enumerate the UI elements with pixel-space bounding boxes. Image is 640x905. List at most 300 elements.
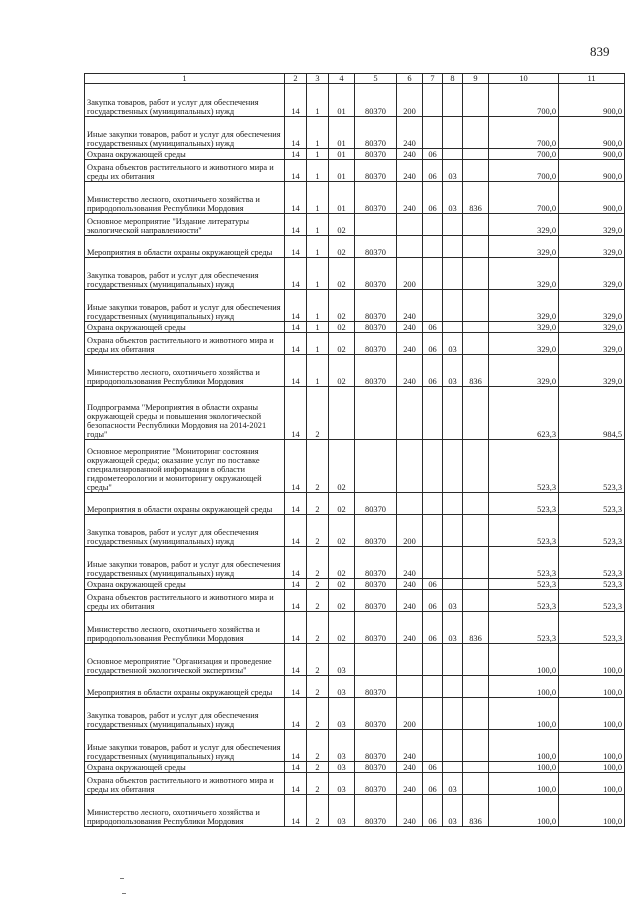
row-amount-2021: 329,0 bbox=[559, 258, 625, 290]
row-ministry bbox=[463, 258, 489, 290]
row-article: 80370 bbox=[355, 730, 397, 762]
row-event: 02 bbox=[329, 333, 355, 355]
row-event: 02 bbox=[329, 355, 355, 387]
row-article: 80370 bbox=[355, 515, 397, 547]
row-ministry bbox=[463, 579, 489, 590]
row-name-text: Мероприятия в области охраны окружающей среды bbox=[87, 248, 273, 257]
row-name bbox=[85, 387, 285, 440]
row-subsection: 2 bbox=[307, 676, 329, 698]
row-section: 14 bbox=[285, 355, 307, 387]
row-subdivision bbox=[443, 730, 463, 762]
table-row bbox=[85, 579, 625, 590]
row-amount-2020: 700,0 bbox=[489, 117, 559, 149]
row-expense-type: 240 bbox=[397, 612, 423, 644]
row-section: 14 bbox=[285, 258, 307, 290]
row-amount-2020: 100,0 bbox=[489, 698, 559, 730]
row-subsection: 2 bbox=[307, 590, 329, 612]
row-section: 14 bbox=[285, 322, 307, 333]
column-header: 8 bbox=[443, 74, 463, 84]
row-subdivision: 03 bbox=[443, 160, 463, 182]
row-amount-2021: 523,3 bbox=[559, 440, 625, 493]
row-section: 14 bbox=[285, 149, 307, 160]
row-event: 03 bbox=[329, 730, 355, 762]
table-row bbox=[85, 773, 625, 795]
row-subsection: 1 bbox=[307, 84, 329, 117]
row-expense-type: 240 bbox=[397, 590, 423, 612]
row-event: 02 bbox=[329, 612, 355, 644]
row-ministry bbox=[463, 236, 489, 258]
row-amount-2021: 900,0 bbox=[559, 117, 625, 149]
row-name-text: Иные закупки товаров, работ и услуг для обеспечения государственных (муниципальных) нужд bbox=[87, 559, 281, 578]
row-article bbox=[355, 387, 397, 440]
row-amount-2021: 523,3 bbox=[559, 612, 625, 644]
row-division bbox=[423, 493, 443, 515]
row-amount-2020: 523,3 bbox=[489, 493, 559, 515]
row-subsection: 1 bbox=[307, 258, 329, 290]
row-name bbox=[85, 322, 285, 333]
row-event: 02 bbox=[329, 579, 355, 590]
row-subsection: 1 bbox=[307, 355, 329, 387]
row-ministry bbox=[463, 676, 489, 698]
row-amount-2021: 100,0 bbox=[559, 676, 625, 698]
row-section: 14 bbox=[285, 387, 307, 440]
row-article: 80370 bbox=[355, 149, 397, 160]
column-header: 3 bbox=[307, 74, 329, 84]
row-subdivision bbox=[443, 644, 463, 676]
row-expense-type bbox=[397, 236, 423, 258]
row-subdivision bbox=[443, 387, 463, 440]
row-name bbox=[85, 236, 285, 258]
row-ministry bbox=[463, 547, 489, 579]
row-amount-2020: 100,0 bbox=[489, 773, 559, 795]
column-header: 6 bbox=[397, 74, 423, 84]
row-expense-type: 240 bbox=[397, 355, 423, 387]
row-article: 80370 bbox=[355, 160, 397, 182]
row-name bbox=[85, 493, 285, 515]
row-division bbox=[423, 515, 443, 547]
row-article: 80370 bbox=[355, 182, 397, 214]
row-expense-type: 200 bbox=[397, 258, 423, 290]
row-expense-type bbox=[397, 493, 423, 515]
row-name bbox=[85, 590, 285, 612]
row-amount-2021: 329,0 bbox=[559, 236, 625, 258]
table-row bbox=[85, 440, 625, 493]
row-amount-2020: 523,3 bbox=[489, 515, 559, 547]
row-amount-2021: 100,0 bbox=[559, 730, 625, 762]
row-name bbox=[85, 515, 285, 547]
row-amount-2021: 900,0 bbox=[559, 160, 625, 182]
row-subdivision bbox=[443, 149, 463, 160]
table-row bbox=[85, 590, 625, 612]
row-ministry bbox=[463, 387, 489, 440]
page-number: 839 bbox=[590, 44, 610, 59]
row-section: 14 bbox=[285, 333, 307, 355]
row-ministry bbox=[463, 117, 489, 149]
row-section: 14 bbox=[285, 84, 307, 117]
column-header: 1 bbox=[85, 74, 285, 84]
row-subdivision bbox=[443, 236, 463, 258]
table-row bbox=[85, 698, 625, 730]
row-name-text: Закупка товаров, работ и услуг для обеспечения государственных (муниципальных) нужд bbox=[87, 97, 259, 116]
row-amount-2021: 329,0 bbox=[559, 214, 625, 236]
row-amount-2021: 523,3 bbox=[559, 515, 625, 547]
row-name-text: Иные закупки товаров, работ и услуг для обеспечения государственных (муниципальных) нужд bbox=[87, 742, 281, 761]
row-section: 14 bbox=[285, 160, 307, 182]
row-article: 80370 bbox=[355, 676, 397, 698]
row-amount-2020: 700,0 bbox=[489, 84, 559, 117]
table-row bbox=[85, 676, 625, 698]
row-subdivision: 03 bbox=[443, 612, 463, 644]
row-amount-2021: 900,0 bbox=[559, 84, 625, 117]
row-expense-type: 240 bbox=[397, 322, 423, 333]
row-article: 80370 bbox=[355, 762, 397, 773]
row-amount-2020: 623,3 bbox=[489, 387, 559, 440]
table-row bbox=[85, 117, 625, 149]
row-subsection: 2 bbox=[307, 440, 329, 493]
row-subsection: 1 bbox=[307, 333, 329, 355]
row-event: 02 bbox=[329, 322, 355, 333]
row-amount-2020: 700,0 bbox=[489, 182, 559, 214]
row-ministry bbox=[463, 149, 489, 160]
row-article: 80370 bbox=[355, 590, 397, 612]
row-article: 80370 bbox=[355, 290, 397, 322]
row-ministry bbox=[463, 644, 489, 676]
row-name bbox=[85, 182, 285, 214]
row-expense-type bbox=[397, 214, 423, 236]
row-section: 14 bbox=[285, 117, 307, 149]
table-row bbox=[85, 493, 625, 515]
row-ministry bbox=[463, 698, 489, 730]
table-row bbox=[85, 547, 625, 579]
row-subsection: 2 bbox=[307, 493, 329, 515]
row-article: 80370 bbox=[355, 333, 397, 355]
row-expense-type: 240 bbox=[397, 182, 423, 214]
row-name bbox=[85, 547, 285, 579]
row-ministry: 836 bbox=[463, 182, 489, 214]
row-event: 02 bbox=[329, 440, 355, 493]
table-row bbox=[85, 762, 625, 773]
row-division: 06 bbox=[423, 160, 443, 182]
row-event: 01 bbox=[329, 160, 355, 182]
row-amount-2021: 329,0 bbox=[559, 322, 625, 333]
row-division bbox=[423, 440, 443, 493]
row-division: 06 bbox=[423, 322, 443, 333]
row-section: 14 bbox=[285, 440, 307, 493]
row-division bbox=[423, 290, 443, 322]
row-amount-2021: 523,3 bbox=[559, 579, 625, 590]
row-ministry bbox=[463, 290, 489, 322]
row-subdivision: 03 bbox=[443, 333, 463, 355]
row-expense-type bbox=[397, 644, 423, 676]
row-subsection: 1 bbox=[307, 160, 329, 182]
row-subsection: 1 bbox=[307, 236, 329, 258]
row-subsection: 2 bbox=[307, 795, 329, 827]
row-section: 14 bbox=[285, 515, 307, 547]
row-name bbox=[85, 333, 285, 355]
row-expense-type: 240 bbox=[397, 547, 423, 579]
row-expense-type: 240 bbox=[397, 149, 423, 160]
row-ministry: 836 bbox=[463, 612, 489, 644]
row-amount-2020: 100,0 bbox=[489, 795, 559, 827]
row-name-text: Охрана объектов растительного и животного мира и среды их обитания bbox=[87, 335, 274, 354]
row-article: 80370 bbox=[355, 322, 397, 333]
row-name-text: Охрана объектов растительного и животного мира и среды их обитания bbox=[87, 162, 274, 181]
row-event: 02 bbox=[329, 258, 355, 290]
table-row bbox=[85, 387, 625, 440]
row-event: 02 bbox=[329, 547, 355, 579]
row-subsection: 2 bbox=[307, 387, 329, 440]
row-event: 03 bbox=[329, 762, 355, 773]
row-amount-2020: 523,3 bbox=[489, 547, 559, 579]
budget-table bbox=[84, 73, 625, 827]
column-header: 4 bbox=[329, 74, 355, 84]
row-event: 01 bbox=[329, 149, 355, 160]
row-event: 03 bbox=[329, 773, 355, 795]
row-event: 03 bbox=[329, 795, 355, 827]
row-subdivision bbox=[443, 698, 463, 730]
row-ministry bbox=[463, 762, 489, 773]
row-event: 01 bbox=[329, 84, 355, 117]
row-ministry bbox=[463, 440, 489, 493]
row-expense-type: 200 bbox=[397, 84, 423, 117]
row-amount-2020: 700,0 bbox=[489, 160, 559, 182]
row-expense-type: 240 bbox=[397, 773, 423, 795]
row-subdivision bbox=[443, 214, 463, 236]
row-section: 14 bbox=[285, 795, 307, 827]
row-article bbox=[355, 214, 397, 236]
row-name-text: Мероприятия в области охраны окружающей среды bbox=[87, 688, 273, 697]
row-name-text: Охрана окружающей среды bbox=[87, 580, 186, 589]
row-subsection: 1 bbox=[307, 182, 329, 214]
row-expense-type bbox=[397, 440, 423, 493]
column-header: 2 bbox=[285, 74, 307, 84]
row-expense-type bbox=[397, 387, 423, 440]
row-section: 14 bbox=[285, 676, 307, 698]
row-subdivision bbox=[443, 322, 463, 333]
row-name-text: Охрана окружающей среды bbox=[87, 150, 186, 159]
row-subsection: 2 bbox=[307, 579, 329, 590]
row-amount-2020: 329,0 bbox=[489, 355, 559, 387]
row-division: 06 bbox=[423, 333, 443, 355]
row-name-text: Министерство лесного, охотничьего хозяйства и природопользования Республики Мордовия bbox=[87, 367, 260, 386]
row-name bbox=[85, 773, 285, 795]
row-article: 80370 bbox=[355, 579, 397, 590]
row-amount-2021: 523,3 bbox=[559, 493, 625, 515]
row-subdivision bbox=[443, 762, 463, 773]
row-ministry bbox=[463, 214, 489, 236]
row-subsection: 1 bbox=[307, 322, 329, 333]
row-name bbox=[85, 730, 285, 762]
row-amount-2020: 329,0 bbox=[489, 214, 559, 236]
table-row bbox=[85, 149, 625, 160]
row-subdivision bbox=[443, 676, 463, 698]
row-amount-2021: 523,3 bbox=[559, 590, 625, 612]
table-row bbox=[85, 182, 625, 214]
row-expense-type: 240 bbox=[397, 160, 423, 182]
row-name-text: Министерство лесного, охотничьего хозяйства и природопользования Республики Мордовия bbox=[87, 624, 260, 643]
row-article: 80370 bbox=[355, 493, 397, 515]
table-row bbox=[85, 644, 625, 676]
table-row bbox=[85, 290, 625, 322]
row-division: 06 bbox=[423, 579, 443, 590]
row-article: 80370 bbox=[355, 773, 397, 795]
table-row bbox=[85, 84, 625, 117]
row-name-text: Основное мероприятие "Организация и проведение государственной экологической экспертизы" bbox=[87, 656, 272, 675]
row-amount-2020: 523,3 bbox=[489, 612, 559, 644]
row-ministry bbox=[463, 333, 489, 355]
row-subsection: 2 bbox=[307, 644, 329, 676]
row-ministry bbox=[463, 322, 489, 333]
row-name-text: Закупка товаров, работ и услуг для обеспечения государственных (муниципальных) нужд bbox=[87, 710, 259, 729]
row-article: 80370 bbox=[355, 117, 397, 149]
row-amount-2021: 100,0 bbox=[559, 698, 625, 730]
row-section: 14 bbox=[285, 698, 307, 730]
row-subsection: 2 bbox=[307, 612, 329, 644]
row-name bbox=[85, 698, 285, 730]
row-division bbox=[423, 730, 443, 762]
table-row bbox=[85, 322, 625, 333]
row-name bbox=[85, 644, 285, 676]
row-amount-2020: 700,0 bbox=[489, 149, 559, 160]
row-amount-2020: 523,3 bbox=[489, 590, 559, 612]
row-subdivision bbox=[443, 84, 463, 117]
row-subsection: 1 bbox=[307, 149, 329, 160]
row-amount-2021: 100,0 bbox=[559, 773, 625, 795]
table-row bbox=[85, 795, 625, 827]
row-section: 14 bbox=[285, 579, 307, 590]
row-name bbox=[85, 579, 285, 590]
row-name bbox=[85, 355, 285, 387]
row-amount-2020: 523,3 bbox=[489, 440, 559, 493]
scan-mark bbox=[120, 878, 124, 879]
table-header-row bbox=[85, 74, 625, 84]
row-name bbox=[85, 795, 285, 827]
row-subdivision bbox=[443, 117, 463, 149]
row-division bbox=[423, 644, 443, 676]
row-division: 06 bbox=[423, 612, 443, 644]
row-name-text: Закупка товаров, работ и услуг для обеспечения государственных (муниципальных) нужд bbox=[87, 527, 259, 546]
row-subdivision: 03 bbox=[443, 590, 463, 612]
row-ministry: 836 bbox=[463, 795, 489, 827]
row-expense-type: 200 bbox=[397, 698, 423, 730]
row-subdivision bbox=[443, 579, 463, 590]
row-section: 14 bbox=[285, 590, 307, 612]
row-section: 14 bbox=[285, 547, 307, 579]
row-name-text: Закупка товаров, работ и услуг для обеспечения государственных (муниципальных) нужд bbox=[87, 270, 259, 289]
row-subsection: 1 bbox=[307, 117, 329, 149]
row-section: 14 bbox=[285, 236, 307, 258]
row-name-text: Мероприятия в области охраны окружающей среды bbox=[87, 505, 273, 514]
row-division: 06 bbox=[423, 773, 443, 795]
row-article: 80370 bbox=[355, 547, 397, 579]
row-name-text: Охрана окружающей среды bbox=[87, 763, 186, 772]
table-row bbox=[85, 258, 625, 290]
row-ministry bbox=[463, 773, 489, 795]
row-amount-2021: 329,0 bbox=[559, 333, 625, 355]
row-subsection: 2 bbox=[307, 698, 329, 730]
row-division bbox=[423, 676, 443, 698]
row-amount-2021: 900,0 bbox=[559, 182, 625, 214]
row-article bbox=[355, 644, 397, 676]
row-amount-2021: 329,0 bbox=[559, 290, 625, 322]
row-expense-type: 240 bbox=[397, 795, 423, 827]
row-ministry bbox=[463, 84, 489, 117]
row-division: 06 bbox=[423, 795, 443, 827]
row-expense-type: 240 bbox=[397, 333, 423, 355]
row-name bbox=[85, 149, 285, 160]
row-subsection: 2 bbox=[307, 773, 329, 795]
row-name-text: Подпрограмма "Мероприятия в области охраны окружающей среды и повышения экологической безопасности Республики Мордовия на 2014-2021 годы" bbox=[87, 402, 267, 439]
row-subdivision bbox=[443, 493, 463, 515]
row-article: 80370 bbox=[355, 612, 397, 644]
row-event: 03 bbox=[329, 698, 355, 730]
row-name bbox=[85, 258, 285, 290]
row-division bbox=[423, 258, 443, 290]
row-article: 80370 bbox=[355, 84, 397, 117]
row-subsection: 2 bbox=[307, 730, 329, 762]
row-section: 14 bbox=[285, 493, 307, 515]
row-amount-2021: 100,0 bbox=[559, 762, 625, 773]
row-expense-type: 200 bbox=[397, 515, 423, 547]
row-amount-2020: 329,0 bbox=[489, 322, 559, 333]
row-subdivision bbox=[443, 440, 463, 493]
column-header: 5 bbox=[355, 74, 397, 84]
row-amount-2020: 523,3 bbox=[489, 579, 559, 590]
row-section: 14 bbox=[285, 773, 307, 795]
row-amount-2020: 100,0 bbox=[489, 676, 559, 698]
row-name bbox=[85, 290, 285, 322]
row-amount-2020: 329,0 bbox=[489, 290, 559, 322]
table-body bbox=[85, 84, 625, 827]
row-division bbox=[423, 117, 443, 149]
row-article: 80370 bbox=[355, 236, 397, 258]
row-event: 02 bbox=[329, 214, 355, 236]
row-ministry bbox=[463, 493, 489, 515]
row-subdivision: 03 bbox=[443, 355, 463, 387]
row-name-text: Иные закупки товаров, работ и услуг для обеспечения государственных (муниципальных) нужд bbox=[87, 302, 281, 321]
row-amount-2020: 329,0 bbox=[489, 236, 559, 258]
row-expense-type: 240 bbox=[397, 117, 423, 149]
table-row bbox=[85, 730, 625, 762]
row-article: 80370 bbox=[355, 355, 397, 387]
row-division bbox=[423, 236, 443, 258]
row-event: 03 bbox=[329, 676, 355, 698]
row-section: 14 bbox=[285, 730, 307, 762]
row-subdivision bbox=[443, 290, 463, 322]
column-header: 9 bbox=[463, 74, 489, 84]
row-name bbox=[85, 214, 285, 236]
row-amount-2020: 100,0 bbox=[489, 730, 559, 762]
row-amount-2020: 329,0 bbox=[489, 333, 559, 355]
row-name-text: Охрана окружающей среды bbox=[87, 323, 186, 332]
row-event: 03 bbox=[329, 644, 355, 676]
row-subdivision: 03 bbox=[443, 773, 463, 795]
row-event: 02 bbox=[329, 515, 355, 547]
row-division bbox=[423, 214, 443, 236]
row-division bbox=[423, 698, 443, 730]
table-row bbox=[85, 160, 625, 182]
row-name-text: Основное мероприятие "Мониторинг состояния окружающей среды; оказание услуг по поставке специализированной информации в области гидрометеорологии и мониторингу окружающей среды" bbox=[87, 446, 262, 492]
row-article: 80370 bbox=[355, 258, 397, 290]
row-event bbox=[329, 387, 355, 440]
row-amount-2021: 100,0 bbox=[559, 644, 625, 676]
table-row bbox=[85, 612, 625, 644]
row-subdivision bbox=[443, 258, 463, 290]
row-section: 14 bbox=[285, 644, 307, 676]
table-row bbox=[85, 214, 625, 236]
row-event: 02 bbox=[329, 590, 355, 612]
row-name-text: Охрана объектов растительного и животного мира и среды их обитания bbox=[87, 592, 274, 611]
